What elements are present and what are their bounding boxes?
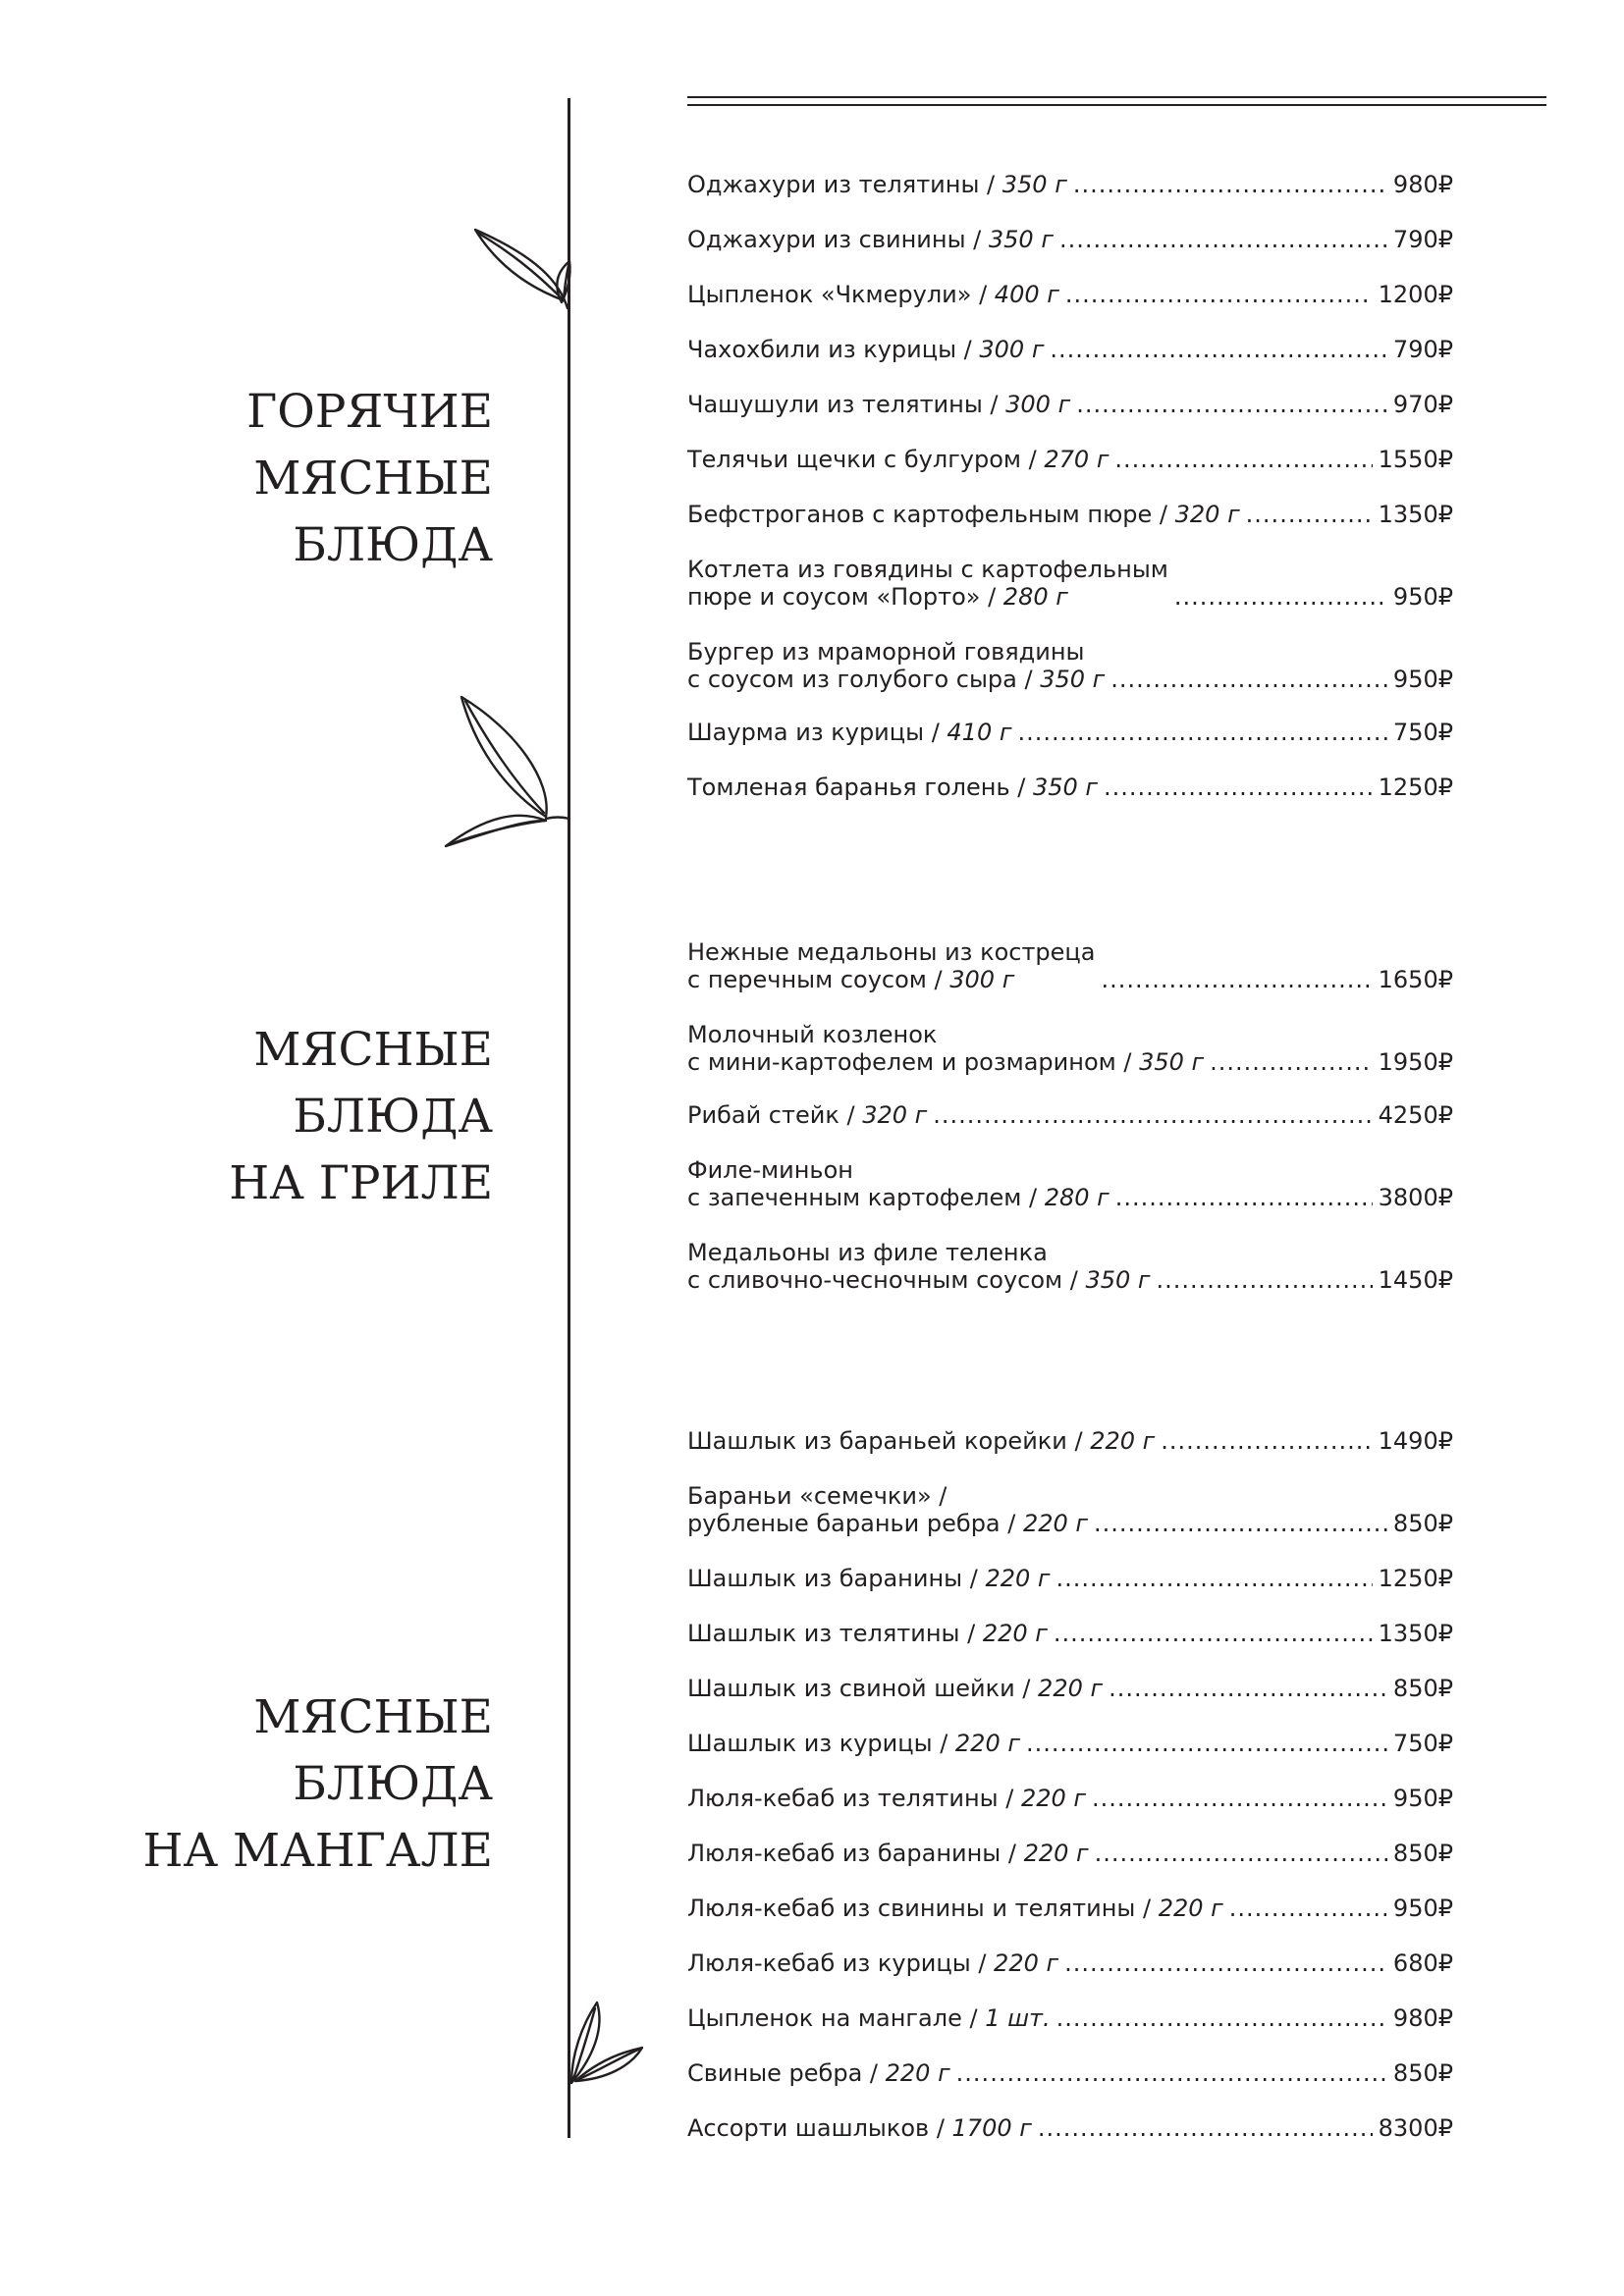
menu-item: Чашушули из телятины / 300 г ..... 970₽: [687, 391, 1453, 418]
section-title-line: МЯСНЫЕ: [253, 452, 493, 506]
dish-price: 1450₽: [1378, 1266, 1453, 1294]
dish-price: 1490₽: [1378, 1427, 1453, 1455]
dish-weight: 220 г: [1022, 1510, 1089, 1537]
dot-leader: [1104, 774, 1373, 801]
menu-item: Шаурма из курицы / 410 г ..... 750₽: [687, 719, 1453, 746]
dot-leader: [1157, 1266, 1373, 1294]
menu-item: Люля-кебаб из курицы / 220 г ..... 680₽: [687, 1949, 1453, 1977]
dish-price: 1650₽: [1378, 966, 1453, 993]
dot-leader: [1026, 1730, 1387, 1757]
vine-stem-line: [568, 98, 570, 2138]
dot-leader: [1059, 226, 1387, 253]
dish-weight: 350 г: [1040, 666, 1106, 693]
section-title-line: МЯСНЫЕ: [253, 1023, 493, 1077]
dot-leader: [1038, 2114, 1373, 2142]
dot-leader: [1054, 1620, 1373, 1647]
dot-leader: [1210, 1048, 1373, 1076]
dish-weight: 350 г: [1139, 1048, 1205, 1076]
dish-name: Чашушули из телятины: [687, 391, 983, 418]
section-title-line: БЛЮДА: [293, 1090, 493, 1144]
dish-weight: 220 г: [994, 1949, 1059, 1977]
leaf-sprig-icon: [568, 1997, 646, 2091]
menu-item: Бургер из мраморной говядины с соусом из голубого сыра / 350 г ..... 950₽: [687, 638, 1453, 693]
dish-price: 750₽: [1392, 1730, 1453, 1757]
section-title-line: ГОРЯЧИЕ: [246, 385, 493, 439]
dish-price: 790₽: [1392, 336, 1453, 363]
dish-weight: 350 г: [1032, 774, 1098, 801]
dish-weight: 300 г: [949, 966, 1015, 993]
dot-leader: [1115, 1184, 1373, 1211]
dish-price: 950₽: [1392, 1785, 1453, 1812]
section-title-line: МЯСНЫЕ: [253, 1690, 493, 1744]
dish-name: Шашлык из бараньей корейки: [687, 1427, 1067, 1455]
dish-name: Свиные ребра: [687, 2059, 863, 2087]
dish-weight: 1 шт.: [985, 2004, 1051, 2032]
menu-item: Рибай стейк / 320 г ..... 4250₽: [687, 1101, 1453, 1129]
dish-price: 1350₽: [1378, 501, 1453, 528]
dot-leader: [1073, 171, 1387, 198]
dish-price: 980₽: [1392, 171, 1453, 198]
dish-weight: 220 г: [954, 1730, 1020, 1757]
menu-item: Цыпленок «Чкмерули» / 400 г ..... 1200₽: [687, 281, 1453, 308]
section-title-line: БЛЮДА: [293, 1757, 493, 1811]
dot-leader: [1050, 336, 1387, 363]
leaf-sprig-icon: [469, 222, 577, 312]
dish-price: 680₽: [1392, 1949, 1453, 1977]
dish-price: 950₽: [1392, 666, 1453, 693]
dish-weight: 220 г: [1023, 1840, 1089, 1867]
dish-weight: 220 г: [1020, 1785, 1087, 1812]
dish-name: Телячьи щечки с булгуром: [687, 446, 1022, 473]
dish-name-line: Молочный козленок: [687, 1021, 938, 1048]
dot-leader: [1095, 1840, 1387, 1867]
dish-price: 8300₽: [1378, 2114, 1453, 2142]
menu-item: Люля-кебаб из телятины / 220 г ..... 950₽: [687, 1785, 1453, 1812]
section-title-line: НА ГРИЛЕ: [229, 1156, 493, 1210]
menu-item: Медальоны из филе теленка с сливочно-чесночным соусом / 350 г ..... 1450₽: [687, 1239, 1453, 1294]
dish-name: Шашлык из курицы: [687, 1730, 933, 1757]
dish-name: Шаурма из курицы: [687, 719, 925, 746]
dish-weight: 400 г: [994, 281, 1059, 308]
menu-item: Шашлык из телятины / 220 г ..... 1350₽: [687, 1620, 1453, 1647]
dish-name-line: Бургер из мраморной говядины: [687, 638, 1085, 666]
dot-leader: [1229, 1895, 1387, 1922]
menu-item: Чахохбили из курицы / 300 г ..... 790₽: [687, 336, 1453, 363]
menu-item: Оджахури из телятины / 350 г ..... 980₽: [687, 171, 1453, 198]
dish-price: 3800₽: [1378, 1184, 1453, 1211]
dish-weight: 280 г: [1044, 1184, 1110, 1211]
dish-name: Люля-кебаб из свинины и телятины: [687, 1895, 1136, 1922]
dot-leader: [1110, 666, 1387, 693]
dish-weight: 220 г: [1090, 1427, 1156, 1455]
dish-price: 790₽: [1392, 226, 1453, 253]
dish-weight: 350 г: [1001, 171, 1067, 198]
menu-item: Шашлык из свиной шейки / 220 г ..... 850₽: [687, 1675, 1453, 1702]
dish-price: 980₽: [1392, 2004, 1453, 2032]
menu-item: Молочный козленок с мини-картофелем и розмарином / 350 г ..... 1950₽: [687, 1021, 1453, 1076]
dish-name: с запеченным картофелем: [687, 1184, 1022, 1211]
section-title-hot-meat: [246, 379, 493, 579]
menu-item: Свиные ребра / 220 г ..... 850₽: [687, 2059, 1453, 2087]
dot-leader: [1094, 1510, 1387, 1537]
dish-weight: 220 г: [885, 2059, 950, 2087]
top-rule: [687, 104, 1546, 106]
menu-item: Бараньи «семечки» / рубленые бараньи ребра / 220 г ..... 850₽: [687, 1482, 1453, 1537]
dish-weight: 350 г: [988, 226, 1054, 253]
menu-item: Шашлык из бараньей корейки / 220 г ..... 1490₽: [687, 1427, 1453, 1455]
dish-name: рубленые бараньи ребра: [687, 1510, 1001, 1537]
menu-item: Томленая баранья голень / 350 г ..... 1250₽: [687, 774, 1453, 801]
dot-leader: [1101, 966, 1372, 993]
dish-weight: 300 г: [1005, 391, 1071, 418]
section-title-line: НА МАНГАЛЕ: [142, 1824, 493, 1878]
dish-weight: 300 г: [979, 336, 1045, 363]
section-title-grill: [229, 1017, 493, 1217]
dish-name: с соусом из голубого сыра: [687, 666, 1017, 693]
dish-name-line: Котлета из говядины с картофельным: [687, 556, 1168, 583]
dish-name: Оджахури из свинины: [687, 226, 966, 253]
dish-price: 970₽: [1392, 391, 1453, 418]
dish-name-line: Филе-миньон: [687, 1156, 853, 1184]
dot-leader: [1017, 719, 1386, 746]
dish-price: 750₽: [1392, 719, 1453, 746]
dot-leader: [1056, 1565, 1373, 1592]
dish-name: Чахохбили из курицы: [687, 336, 957, 363]
dish-weight: 220 г: [985, 1565, 1051, 1592]
section-title-line: БЛЮДА: [293, 518, 493, 572]
dish-name: Шашлык из баранины: [687, 1565, 963, 1592]
dish-name: Ассорти шашлыков: [687, 2114, 930, 2142]
dish-name-line: Медальоны из филе теленка: [687, 1239, 1048, 1266]
dish-name: с перечным соусом: [687, 966, 927, 993]
dot-leader: [1174, 583, 1387, 611]
dish-price: 850₽: [1392, 1510, 1453, 1537]
dish-weight: 220 г: [1158, 1895, 1223, 1922]
menu-item: Цыпленок на мангале / 1 шт. ..... 980₽: [687, 2004, 1453, 2032]
dot-leader: [1064, 1949, 1387, 1977]
dot-leader: [1109, 1675, 1387, 1702]
dot-leader: [933, 1101, 1372, 1129]
menu-item: Люля-кебаб из свинины и телятины / 220 г ..... 950₽: [687, 1895, 1453, 1922]
menu-item: Бефстроганов с картофельным пюре / 320 г ..... 1350₽: [687, 501, 1453, 528]
menu-item: Ассорти шашлыков / 1700 г ..... 8300₽: [687, 2114, 1453, 2142]
dot-leader: [1076, 391, 1387, 418]
dot-leader: [1065, 281, 1373, 308]
dish-name: Бефстроганов с картофельным пюре: [687, 501, 1153, 528]
dot-leader: [956, 2059, 1387, 2087]
dish-name: Томленая баранья голень: [687, 774, 1010, 801]
dish-name: Люля-кебаб из курицы: [687, 1949, 971, 1977]
dish-weight: 1700 г: [951, 2114, 1032, 2142]
top-rule: [687, 96, 1546, 98]
dish-weight: 410 г: [947, 719, 1012, 746]
dish-price: 1250₽: [1378, 1565, 1453, 1592]
dish-name-line: Бараньи «семечки» /: [687, 1482, 947, 1510]
dish-name-line: Нежные медальоны из костреца: [687, 938, 1096, 966]
dish-name: пюре и соусом «Порто»: [687, 583, 981, 611]
dish-weight: 350 г: [1085, 1266, 1151, 1294]
menu-item: Котлета из говядины с картофельным пюре и соусом «Порто» / 280 г ..... 950₽: [687, 556, 1453, 611]
dish-name: Оджахури из телятины: [687, 171, 980, 198]
menu-item: Нежные медальоны из костреца с перечным соусом / 300 г ..... 1650₽: [687, 938, 1453, 993]
dish-weight: 320 г: [862, 1101, 928, 1129]
dish-price: 850₽: [1392, 2059, 1453, 2087]
dish-name: Люля-кебаб из баранины: [687, 1840, 1001, 1867]
dish-price: 850₽: [1392, 1675, 1453, 1702]
dot-leader: [1056, 2004, 1387, 2032]
menu-item: Оджахури из свинины / 350 г ..... 790₽: [687, 226, 1453, 253]
dish-weight: 320 г: [1174, 501, 1240, 528]
dish-name: Цыпленок «Чкмерули»: [687, 281, 972, 308]
dish-price: 1350₽: [1378, 1620, 1453, 1647]
dish-name: с мини-картофелем и розмарином: [687, 1048, 1116, 1076]
dish-weight: 220 г: [982, 1620, 1048, 1647]
dish-name: Шашлык из свиной шейки: [687, 1675, 1015, 1702]
menu-item: Люля-кебаб из баранины / 220 г ..... 850₽: [687, 1840, 1453, 1867]
menu-item: Шашлык из курицы / 220 г ..... 750₽: [687, 1730, 1453, 1757]
dot-leader: [1161, 1427, 1372, 1455]
dish-weight: 220 г: [1038, 1675, 1104, 1702]
menu-item: Филе-миньон с запеченным картофелем / 280 г ..... 3800₽: [687, 1156, 1453, 1211]
dot-leader: [1114, 446, 1372, 473]
dish-name: с сливочно-чесночным соусом: [687, 1266, 1063, 1294]
dish-name: Рибай стейк: [687, 1101, 839, 1129]
dish-weight: 270 г: [1044, 446, 1110, 473]
dish-price: 850₽: [1392, 1840, 1453, 1867]
dish-name: Люля-кебаб из телятины: [687, 1785, 999, 1812]
leaf-sprig-icon: [438, 691, 571, 850]
dish-price: 1550₽: [1378, 446, 1453, 473]
dish-price: 950₽: [1392, 1895, 1453, 1922]
dish-price: 1200₽: [1378, 281, 1453, 308]
menu-item: Шашлык из баранины / 220 г ..... 1250₽: [687, 1565, 1453, 1592]
dish-price: 950₽: [1392, 583, 1453, 611]
section-title-mangal: [143, 1684, 493, 1885]
dish-price: 4250₽: [1378, 1101, 1453, 1129]
dish-weight: 280 г: [1002, 583, 1068, 611]
dish-price: 1950₽: [1378, 1048, 1453, 1076]
dot-leader: [1246, 501, 1373, 528]
dish-name: Шашлык из телятины: [687, 1620, 960, 1647]
dot-leader: [1092, 1785, 1387, 1812]
dish-name: Цыпленок на мангале: [687, 2004, 962, 2032]
dish-price: 1250₽: [1378, 774, 1453, 801]
menu-item: Телячьи щечки с булгуром / 270 г ..... 1550₽: [687, 446, 1453, 473]
